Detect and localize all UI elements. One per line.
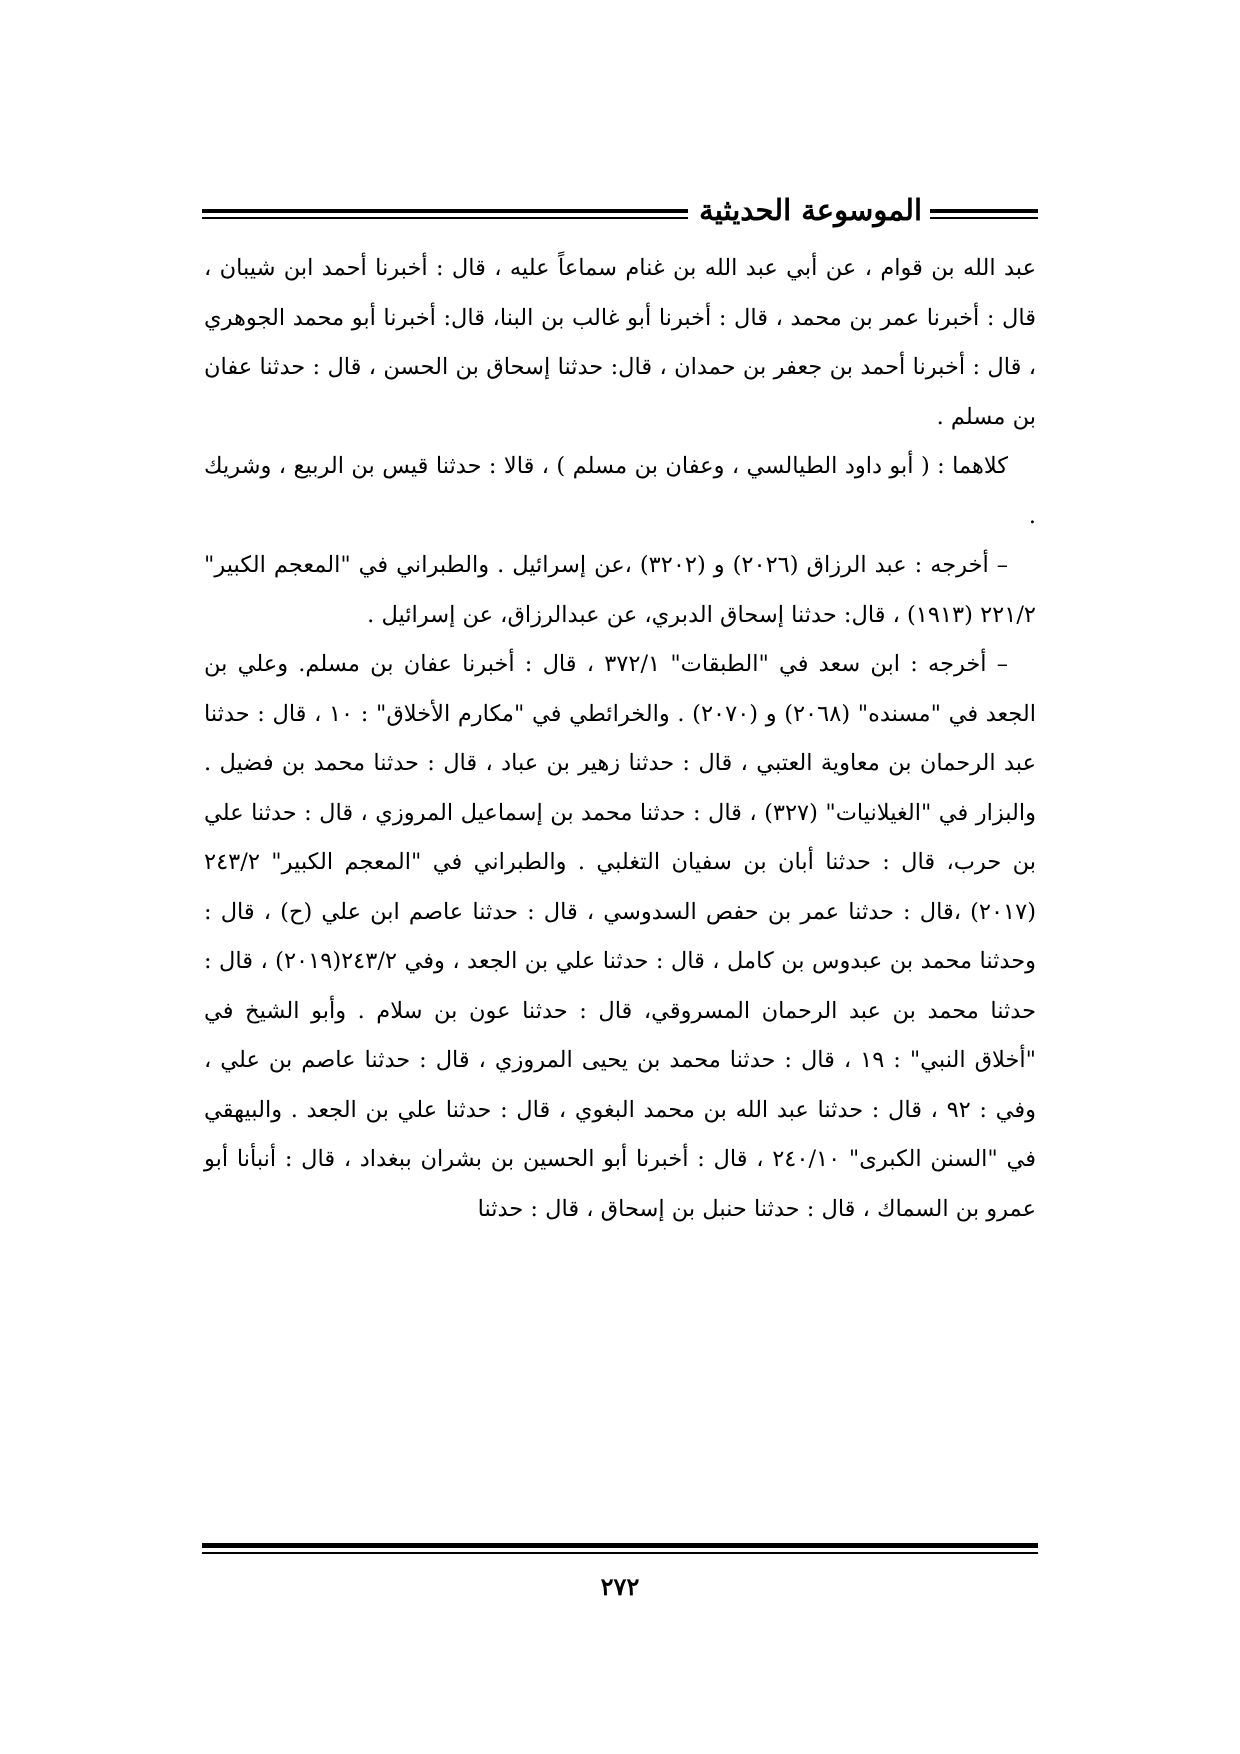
body-text — [204, 244, 1036, 1234]
header-rule-right — [930, 209, 1038, 213]
header-rule-left-thin — [202, 217, 688, 219]
header-rule-right-thin — [930, 217, 1038, 219]
page-header — [202, 190, 1038, 236]
footer-rule-thick — [202, 1543, 1038, 1548]
paragraph: – أخرجه : ابن سعد في "الطبقات" ٣٧٢/١ ، قال : أخبرنا عفان بن مسلم. وعلي بن الجعد في "مسنده" (٢٠٦٨) و (٢٠٧٠) . والخرائطي في "مكارم الأخلاق" : ١٠ ، قال : حدثنا عبد الرحمان بن معاوية العتبي ، قال : حدثنا زهير بن عباد ، قال : حدثنا محمد بن فضيل . والبزار في "الغيلانيات" (٣٢٧) ، قال : حدثنا محمد بن إسماعيل المروزي ، قال : حدثنا علي بن حرب، قال : حدثنا أبان بن سفيان التغلبي . والطبراني في "المعجم الكبير" ٢٤٣/٢ (٢٠١٧) ،قال : حدثنا عمر بن حفص السدوسي ، قال : حدثنا عاصم ابن علي (ح) ، قال : وحدثنا محمد بن عبدوس بن كامل ، قال : حدثنا علي بن الجعد ، وفي ٢٤٣/٢(٢٠١٩) ، قال : حدثنا محمد بن عبد الرحمان المسروقي، قال : حدثنا عون بن سلام . وأبو الشيخ في "أخلاق النبي" : ١٩ ، قال : حدثنا محمد بن يحيى المروزي ، قال : حدثنا عاصم بن علي ، وفي : ٩٢ ، قال : حدثنا عبد الله بن محمد البغوي ، قال : حدثنا علي بن الجعد . والبيهقي في "السنن الكبرى" ٢٤٠/١٠ ، قال : أخبرنا أبو الحسين بن بشران ببغداد ، قال : أنبأنا أبو عمرو بن السماك ، قال : حدثنا حنبل بن إسحاق ، قال : حدثنا — [204, 651, 1037, 1222]
paragraph: عبد الله بن قوام ، عن أبي عبد الله بن غنام سماعاً عليه ، قال : أخبرنا أحمد ابن شيبان ، قال : أخبرنا عمر بن محمد ، قال : أخبرنا أبو غالب بن البنا، قال: أخبرنا أبو محمد الجوهري ، قال : أخبرنا أحمد بن جعفر بن حمدان ، قال: حدثنا إسحاق بن الحسن ، قال : حدثنا عفان بن مسلم . — [204, 255, 1036, 430]
header-title: الموسوعة الحديثية — [699, 193, 922, 227]
paragraph: – أخرجه : عبد الرزاق (٢٠٢٦) و (٣٢٠٢) ،عن إسرائيل . والطبراني في "المعجم الكبير" ٢٢١/٢ (١٩١٣) ، قال: حدثنا إسحاق الدبري، عن عبدالرزاق، عن إسرائيل . — [204, 552, 1036, 628]
header-rule-left — [202, 209, 688, 213]
page-number: ٢٧٢ — [600, 1572, 640, 1601]
footer-rule-thin — [202, 1552, 1038, 1554]
paragraph: كلاهما : ( أبو داود الطيالسي ، وعفان بن مسلم ) ، قالا : حدثنا قيس بن الربيع ، وشريك . — [204, 453, 1036, 529]
